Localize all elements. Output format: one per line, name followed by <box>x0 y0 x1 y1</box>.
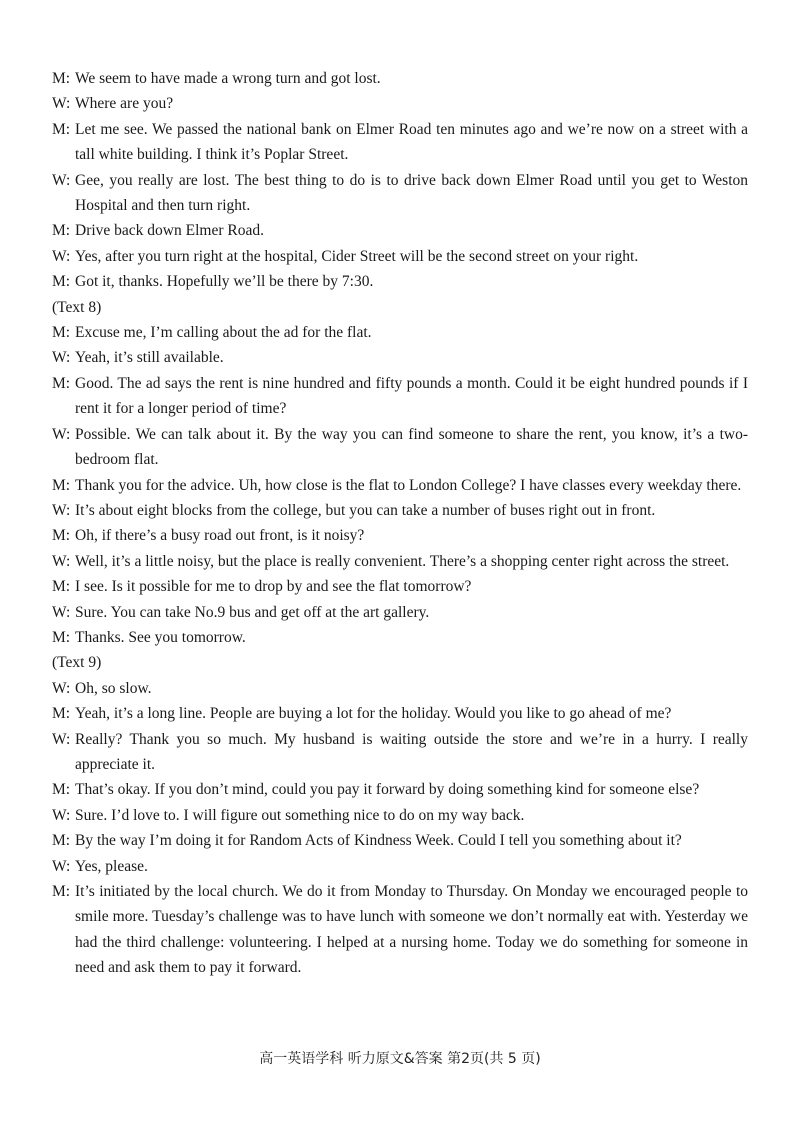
dialogue-line <box>52 320 748 345</box>
dialogue-text: It’s about eight blocks from the college, but you can take a number of buses right out in front. <box>75 501 656 519</box>
speaker-label: M: <box>52 628 71 646</box>
dialogue-line <box>52 371 748 422</box>
dialogue-line <box>52 600 748 625</box>
speaker-label: M: <box>52 476 71 494</box>
speaker-label: M: <box>52 273 71 291</box>
speaker-label: W: <box>52 730 71 748</box>
page-footer: 高一英语学科 听力原文&答案 第2页(共 5 页) <box>259 1051 541 1067</box>
dialogue-line <box>52 879 748 981</box>
speaker-label: M: <box>52 781 71 799</box>
speaker-label: W: <box>52 857 71 875</box>
dialogue-line <box>52 218 748 243</box>
dialogue-text: Yes, after you turn right at the hospital, Cider Street will be the second street on your right. <box>75 247 639 265</box>
dialogue-line <box>52 701 748 726</box>
dialogue-line <box>52 473 748 498</box>
dialogue-line <box>52 422 748 473</box>
dialogue-line <box>52 345 748 370</box>
dialogue-text: It’s initiated by the local church. We do it from Monday to Thursday. On Monday we encouraged people to smile more. Tuesday’s challenge was to have lunch with someone we don’t normally eat with. Yesterday we had the third challenge: volunteering. I helped at a nursing home. Today we do something for someone in need and ask them to pay it forward. <box>75 883 748 977</box>
speaker-label: W: <box>52 95 71 113</box>
dialogue-line <box>52 244 748 269</box>
dialogue-line <box>52 676 748 701</box>
dialogue-text: Oh, if there’s a busy road out front, is it noisy? <box>75 527 365 545</box>
dialogue-line <box>52 168 748 219</box>
dialogue-line <box>52 523 748 548</box>
speaker-label: W: <box>52 425 71 443</box>
dialogue-line <box>52 828 748 853</box>
dialogue-text: We seem to have made a wrong turn and got lost. <box>75 70 381 87</box>
dialogue-line <box>52 117 748 168</box>
speaker-label: M: <box>52 70 71 87</box>
transcript-body <box>52 66 748 981</box>
dialogue-line <box>52 777 748 802</box>
speaker-label: W: <box>52 806 71 824</box>
speaker-label: W: <box>52 552 71 570</box>
dialogue-text: Yes, please. <box>75 857 148 875</box>
dialogue-line <box>52 549 748 574</box>
speaker-label: M: <box>52 832 71 850</box>
dialogue-text: Gee, you really are lost. The best thing to do is to drive back down Elmer Road until you get to Weston Hospital and then turn right. <box>75 171 748 215</box>
speaker-label: W: <box>52 679 71 697</box>
dialogue-line <box>52 625 748 650</box>
dialogue-text: Drive back down Elmer Road. <box>75 222 264 240</box>
section-heading: (Text 8) <box>52 298 102 316</box>
dialogue-text: Really? Thank you so much. My husband is waiting outside the store and we’re in a hurry. I really appreciate it. <box>75 730 748 773</box>
dialogue-text: Good. The ad says the rent is nine hundred and fifty pounds a month. Could it be eight hundred pounds if I rent it for a longer period of time? <box>75 374 748 418</box>
speaker-label: W: <box>52 603 71 621</box>
dialogue-line <box>52 498 748 523</box>
dialogue-text: By the way I’m doing it for Random Acts of Kindness Week. Could I tell you something about it? <box>75 832 682 850</box>
speaker-label: W: <box>52 171 71 189</box>
speaker-label: M: <box>52 374 71 392</box>
dialogue-line <box>52 91 748 116</box>
speaker-label: M: <box>52 120 71 138</box>
dialogue-text: Got it, thanks. Hopefully we’ll be there by 7:30. <box>75 273 374 291</box>
dialogue-text: Well, it’s a little noisy, but the place is really convenient. There’s a shopping center right across the street. <box>75 552 730 570</box>
dialogue-text: Thank you for the advice. Uh, how close is the flat to London College? I have classes every weekday there. <box>75 476 742 494</box>
dialogue-text: Yeah, it’s still available. <box>75 349 224 367</box>
dialogue-line <box>52 269 748 294</box>
speaker-label: W: <box>52 349 71 367</box>
dialogue-line <box>52 854 748 879</box>
speaker-label: M: <box>52 324 71 342</box>
speaker-label: W: <box>52 247 71 265</box>
speaker-label: M: <box>52 705 71 723</box>
dialogue-text: Where are you? <box>75 95 174 113</box>
dialogue-text: Possible. We can talk about it. By the way you can find someone to share the rent, you know, it’s a two-bedroom flat. <box>75 425 748 469</box>
dialogue-text: Sure. I’d love to. I will figure out something nice to do on my way back. <box>75 806 525 824</box>
dialogue-text: Thanks. See you tomorrow. <box>75 628 246 646</box>
dialogue-line <box>52 66 748 91</box>
dialogue-text: Excuse me, I’m calling about the ad for the flat. <box>75 324 372 342</box>
dialogue-line <box>52 803 748 828</box>
dialogue-text: I see. Is it possible for me to drop by and see the flat tomorrow? <box>75 578 472 596</box>
speaker-label: M: <box>52 883 71 900</box>
speaker-label: M: <box>52 578 71 596</box>
dialogue-line <box>52 574 748 599</box>
dialogue-text: Yeah, it’s a long line. People are buying a lot for the holiday. Would you like to go ahead of me? <box>75 705 672 723</box>
speaker-label: M: <box>52 527 71 545</box>
dialogue-line <box>52 727 748 778</box>
speaker-label: W: <box>52 501 71 519</box>
dialogue-text: Oh, so slow. <box>75 679 152 697</box>
dialogue-text: That’s okay. If you don’t mind, could you pay it forward by doing something kind for someone else? <box>75 781 700 799</box>
section-heading: (Text 9) <box>52 654 102 672</box>
dialogue-text: Sure. You can take No.9 bus and get off at the art gallery. <box>75 603 430 621</box>
speaker-label: M: <box>52 222 71 240</box>
dialogue-text: Let me see. We passed the national bank on Elmer Road ten minutes ago and we’re now on a street with a tall white building. I think it’s Poplar Street. <box>75 120 748 164</box>
